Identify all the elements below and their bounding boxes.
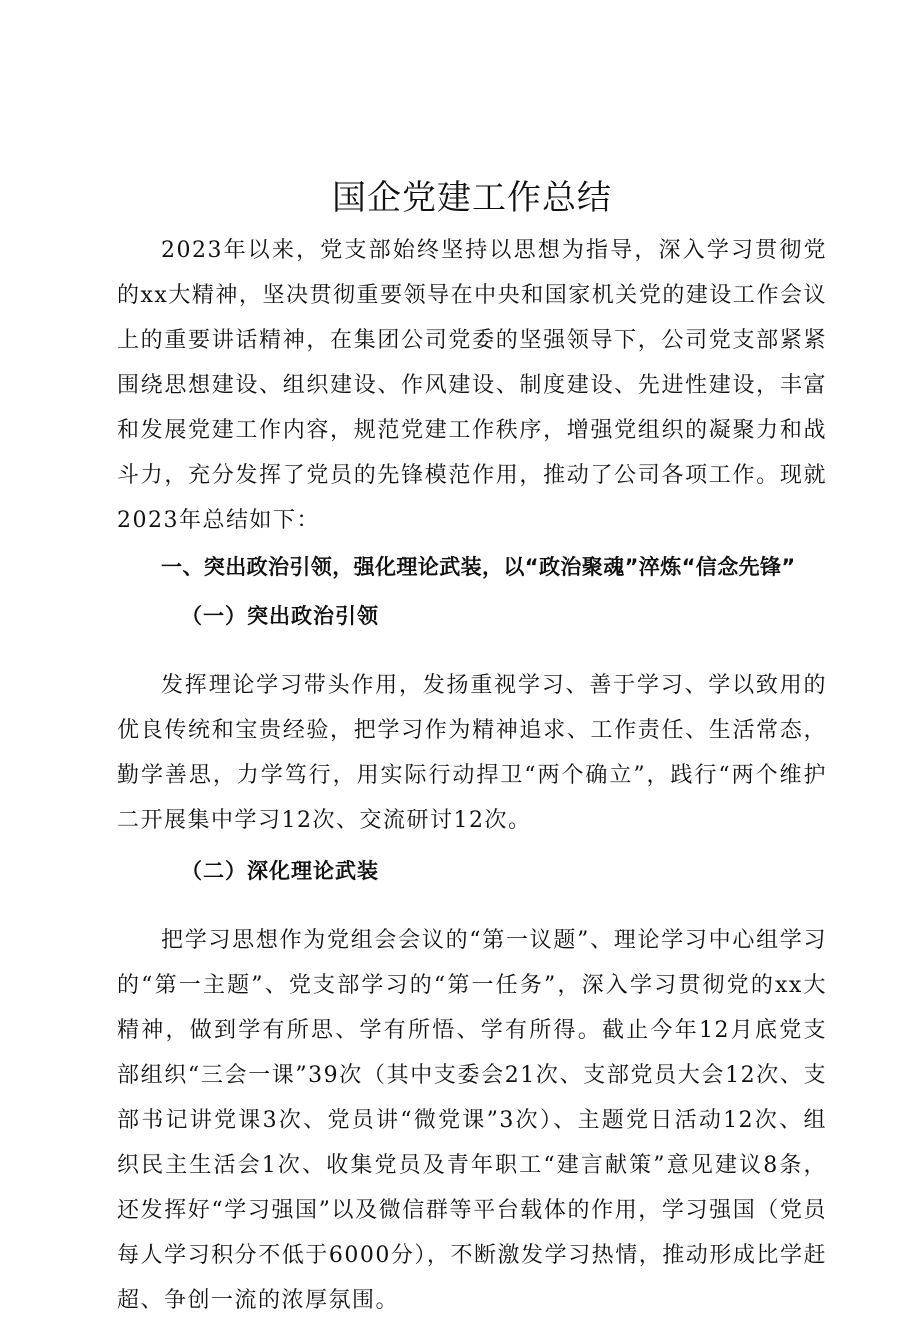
document-title: 国企党建工作总结 — [332, 178, 612, 218]
subsection-body-2: 把学习思想作为党组会会议的“第一议题”、理论学习中心组学习的“第一主题”、党支部学习的“第一任务”，深入学习贯彻党的xx大精神，做到学有所思、学有所悟、学有所得。截止今年12月底党支部组织“三会一课”39次（其中支委会21次、支部党员大会12次、支部书记讲党课3次、党员讲“微党课”3次）、主题党日活动12次、组织民主生活会1次、收集党员及青年职工“建言献策”意见建议8条，还发挥好“学习强国”以及微信群等平台载体的作用，学习强国（党员每人学习积分不低于6000分），不断激发学习热情，推动形成比学赶超、争创一流的浓厚氛围。 — [117, 928, 827, 1313]
subsection-body-1: 发挥理论学习带头作用，发扬重视学习、善于学习、学以致用的优良传统和宝贵经验，把学习作为精神追求、工作责任、生活常态，勤学善思，力学笃行，用实际行动捍卫“两个确立”，践行“两个维护二开展集中学习12次、交流研讨12次。 — [117, 673, 827, 833]
section-heading: 一、突出政治引领，强化理论武装，以“政治聚魂”淬炼“信念先锋” — [161, 555, 796, 579]
subsection-heading-2: （二）深化理论武装 — [181, 859, 379, 883]
intro-paragraph: 2023年以来，党支部始终坚持以思想为指导，深入学习贯彻党的xx大精神，坚决贯彻重要领导在中央和国家机关党的建设工作会议上的重要讲话精神，在集团公司党委的坚强领导下，公司党支部紧紧围绕思想建设、组织建设、作风建设、制度建设、先进性建设，丰富和发展党建工作内容，规范党建工作秩序，增强党组织的凝聚力和战斗力，充分发挥了党员的先锋模范作用，推动了公司各项工作。现就2023年总结如下： — [117, 238, 827, 533]
document-content — [117, 168, 827, 1323]
subsection-heading-1: （一）突出政治引领 — [181, 604, 379, 628]
